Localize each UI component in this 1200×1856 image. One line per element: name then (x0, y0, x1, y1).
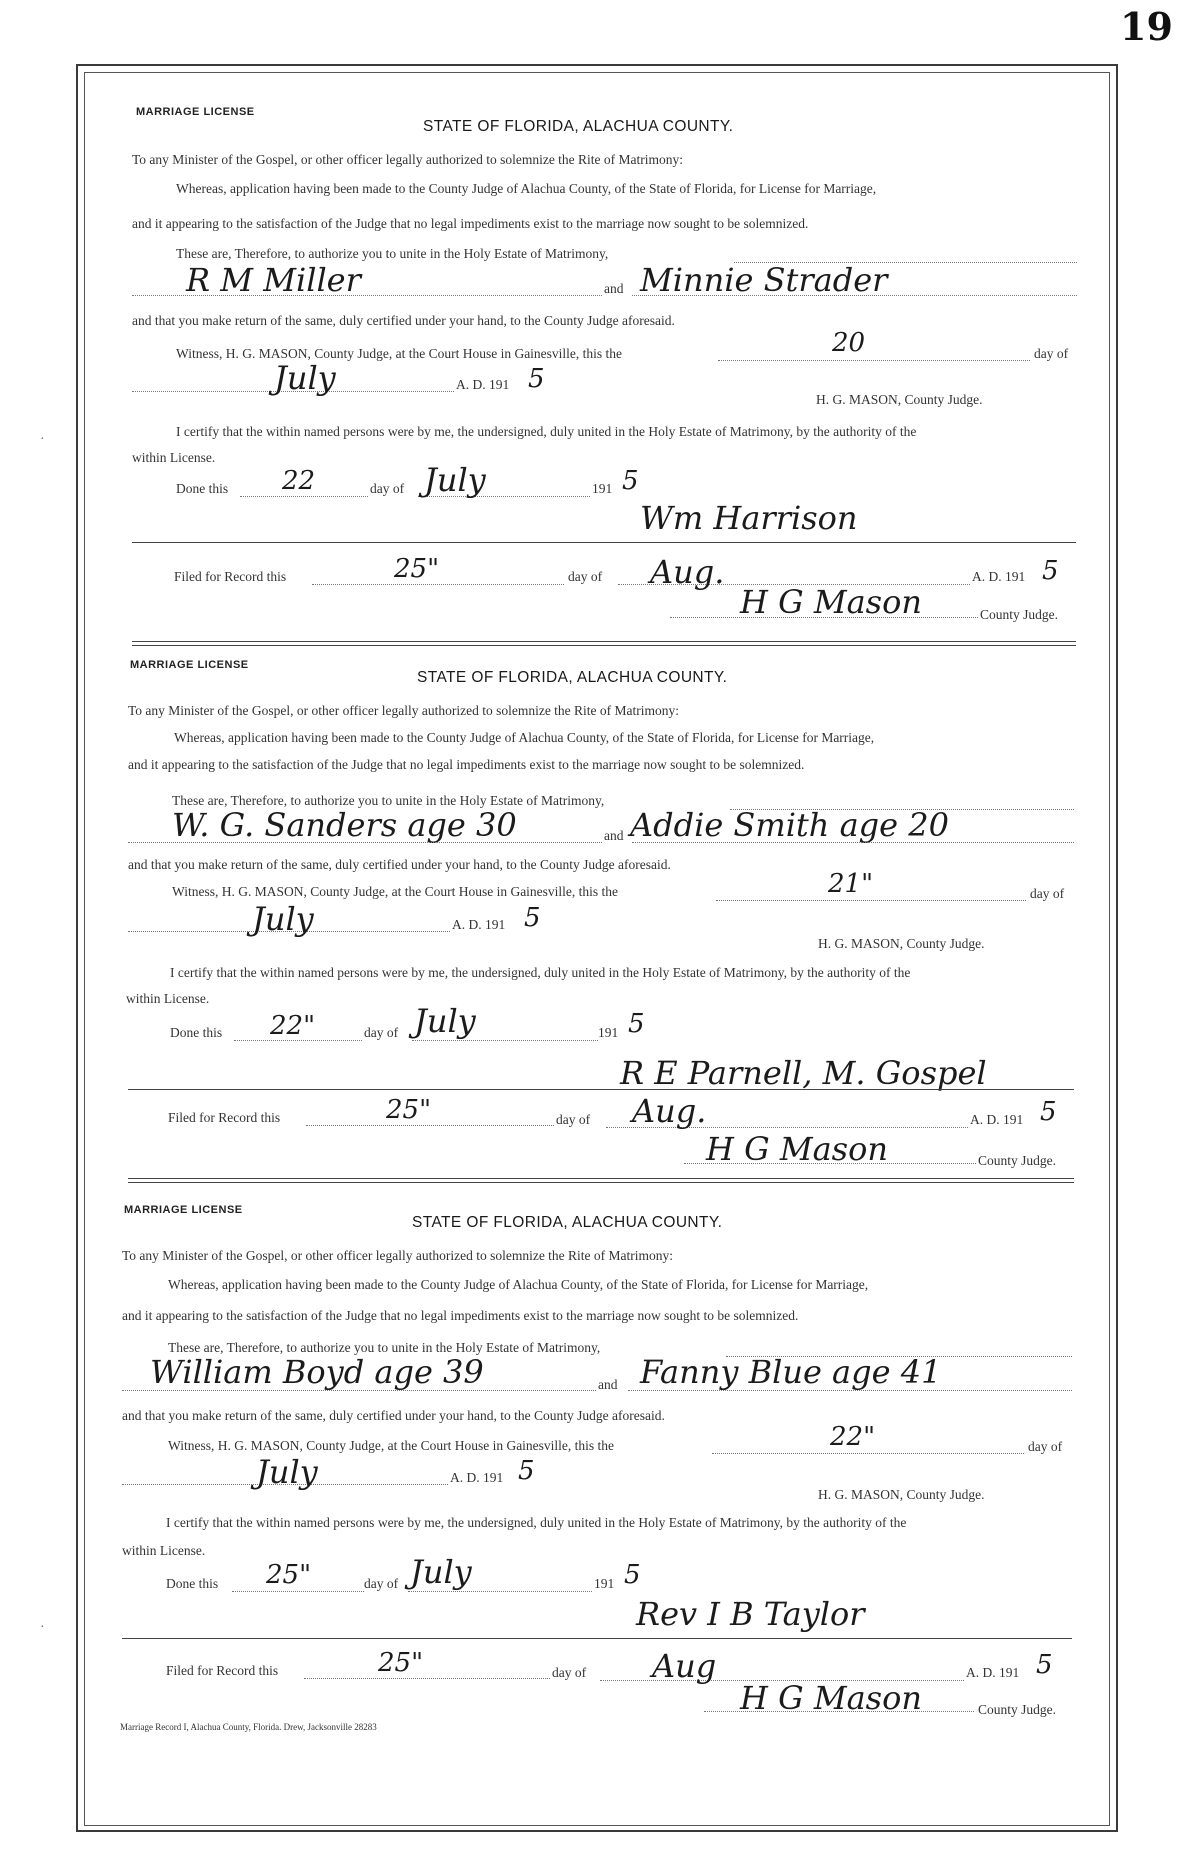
license-3 (0, 1090, 1200, 1717)
filed-for-record-label: Filed for Record this (174, 569, 287, 584)
day-of-label: day of (1030, 886, 1065, 901)
bride-name: Fanny Blue age 41 (640, 1353, 942, 1391)
to-any-minister: To any Minister of the Gospel, or other officer legally authorized to solemnize the Rite of Matrimony: (128, 703, 680, 718)
witness-year-digit: 5 (524, 903, 541, 933)
whereas-line-2: and it appearing to the satisfaction of the Judge that no legal impediments exist to the marriage now sought to be solemnized. (132, 216, 809, 231)
return-line: and that you make return of the same, duly certified under your hand, to the County Judge aforesaid. (122, 1408, 665, 1423)
fill-line (132, 295, 602, 296)
done-month: July (410, 1553, 472, 1591)
filed-judge-signature: H G Mason (740, 583, 922, 621)
filed-year-digit: 5 (1040, 1097, 1057, 1127)
footer-imprint: Marriage Record I, Alachua County, Florida. Drew, Jacksonville 28283 (120, 1722, 377, 1732)
bride-name: Addie Smith age 20 (630, 806, 949, 844)
judge-print-name: H. G. MASON, County Judge. (818, 1487, 985, 1502)
fill-line (718, 360, 1030, 361)
witness-month: July (274, 359, 336, 397)
done-this-label: Done this (166, 1576, 219, 1591)
filed-day-of-label: day of (552, 1665, 587, 1680)
fill-line (122, 1390, 596, 1391)
witness-month: July (252, 900, 314, 938)
fill-line (712, 1453, 1024, 1454)
whereas-line-1: Whereas, application having been made to the County Judge of Alachua County, of the State of Florida, for License for Marriage, (176, 181, 877, 196)
filed-year-digit: 5 (1042, 556, 1059, 586)
license-2 (0, 545, 1200, 1168)
fill-line (408, 1591, 592, 1592)
filed-for-record-label: Filed for Record this (166, 1663, 279, 1678)
witness-line: Witness, H. G. MASON, County Judge, at the Court House in Gainesville, this the (172, 884, 619, 899)
fill-line (412, 1040, 598, 1041)
witness-year-digit: 5 (528, 364, 545, 394)
witness-year-digit: 5 (518, 1456, 535, 1486)
groom-name: W. G. Sanders age 30 (172, 806, 517, 844)
these-are-line: These are, Therefore, to authorize you to unite in the Holy Estate of Matrimony, (172, 793, 605, 808)
and-word: and (598, 1377, 618, 1392)
state-title: STATE OF FLORIDA, ALACHUA COUNTY. (412, 1214, 723, 1231)
filed-day-of-label: day of (556, 1112, 591, 1127)
witness-month: July (256, 1453, 318, 1491)
return-line: and that you make return of the same, duly certified under your hand, to the County Judge aforesaid. (132, 313, 675, 328)
margin-mark: · (40, 1620, 45, 1635)
page-number: 19 (1120, 4, 1173, 49)
filed-ad-label: A. D. 191 (966, 1665, 1020, 1680)
done-year-digit: 5 (624, 1560, 641, 1590)
whereas-line-2: and it appearing to the satisfaction of the Judge that no legal impediments exist to the marriage now sought to be solemnized. (128, 757, 805, 772)
license-label: MARRIAGE LICENSE (136, 106, 255, 118)
certify-line-2: within License. (132, 450, 216, 465)
filed-judge-signature: H G Mason (740, 1679, 922, 1717)
done-day: 25" (266, 1560, 312, 1590)
groom-name: William Boyd age 39 (150, 1353, 484, 1391)
certify-line-2: within License. (122, 1543, 206, 1558)
filed-day: 25" (394, 554, 440, 584)
ad-label: A. D. 191 (452, 917, 506, 932)
done-day: 22" (270, 1011, 316, 1041)
done-day-of-label: day of (364, 1025, 399, 1040)
done-year-prefix: 191 (594, 1576, 615, 1591)
whereas-line-1: Whereas, application having been made to the County Judge of Alachua County, of the State of Florida, for License for Marriage, (168, 1277, 869, 1292)
bride-name: Minnie Strader (640, 261, 888, 299)
certify-line-1: I certify that the within named persons were by me, the undersigned, duly united in the Holy Estate of Matrimony, by the authority of the (176, 424, 917, 439)
filed-day: 25" (386, 1095, 432, 1125)
license-label: MARRIAGE LICENSE (124, 1204, 243, 1216)
license-label: MARRIAGE LICENSE (130, 659, 249, 671)
fill-line (128, 842, 602, 843)
whereas-line-2: and it appearing to the satisfaction of the Judge that no legal impediments exist to the marriage now sought to be solemnized. (122, 1308, 799, 1323)
margin-mark: · (40, 432, 45, 447)
county-judge-label: County Judge. (978, 1153, 1057, 1168)
judge-print-name: H. G. MASON, County Judge. (818, 936, 985, 951)
filed-for-record-label: Filed for Record this (168, 1110, 281, 1125)
section-rule (122, 1638, 1072, 1639)
filed-year-digit: 5 (1036, 1650, 1053, 1680)
done-year-prefix: 191 (592, 481, 613, 496)
witness-day: 20 (832, 328, 866, 358)
certify-line-1: I certify that the within named persons were by me, the undersigned, duly united in the Holy Estate of Matrimony, by the authority of the (170, 965, 911, 980)
done-year-digit: 5 (628, 1009, 645, 1039)
filed-day-of-label: day of (568, 569, 603, 584)
license-1 (0, 0, 1200, 622)
filed-month: Aug. (632, 1092, 707, 1130)
fill-line (240, 496, 368, 497)
and-word: and (604, 828, 624, 843)
fill-line (232, 1591, 364, 1592)
fill-line (632, 842, 1074, 843)
done-day: 22 (282, 466, 316, 496)
to-any-minister: To any Minister of the Gospel, or other officer legally authorized to solemnize the Rite of Matrimony: (132, 152, 684, 167)
county-judge-label: County Judge. (978, 1702, 1057, 1717)
witness-day: 21" (828, 869, 874, 899)
done-this-label: Done this (170, 1025, 223, 1040)
ad-label: A. D. 191 (450, 1470, 504, 1485)
judge-print-name: H. G. MASON, County Judge. (816, 392, 983, 407)
done-month: July (414, 1002, 476, 1040)
done-day-of-label: day of (364, 1576, 399, 1591)
done-year-prefix: 191 (598, 1025, 619, 1040)
state-title: STATE OF FLORIDA, ALACHUA COUNTY. (423, 118, 734, 135)
officiant-signature: R E Parnell, M. Gospel (620, 1054, 987, 1092)
filed-month: Aug (652, 1647, 717, 1685)
witness-line: Witness, H. G. MASON, County Judge, at the Court House in Gainesville, this the (176, 346, 623, 361)
done-day-of-label: day of (370, 481, 405, 496)
these-are-line: These are, Therefore, to authorize you to unite in the Holy Estate of Matrimony, (168, 1340, 601, 1355)
filed-judge-signature: H G Mason (706, 1130, 888, 1168)
day-of-label: day of (1028, 1439, 1063, 1454)
and-word: and (604, 281, 624, 296)
section-rule (132, 542, 1076, 543)
done-this-label: Done this (176, 481, 229, 496)
done-year-digit: 5 (622, 466, 639, 496)
certify-line-2: within License. (126, 991, 210, 1006)
whereas-line-1: Whereas, application having been made to the County Judge of Alachua County, of the State of Florida, for License for Marriage, (174, 730, 875, 745)
witness-day: 22" (830, 1422, 876, 1452)
filed-ad-label: A. D. 191 (972, 569, 1026, 584)
witness-line: Witness, H. G. MASON, County Judge, at the Court House in Gainesville, this the (168, 1438, 615, 1453)
return-line: and that you make return of the same, duly certified under your hand, to the County Judge aforesaid. (128, 857, 671, 872)
officiant-signature: Wm Harrison (640, 499, 858, 537)
day-of-label: day of (1034, 346, 1069, 361)
fill-line (628, 1390, 1072, 1391)
ad-label: A. D. 191 (456, 377, 510, 392)
filed-month: Aug. (650, 553, 725, 591)
fill-line (632, 295, 1077, 296)
officiant-signature: Rev I B Taylor (636, 1595, 865, 1633)
done-month: July (424, 461, 486, 499)
groom-name: R M Miller (186, 261, 361, 299)
fill-line (716, 900, 1026, 901)
filed-ad-label: A. D. 191 (970, 1112, 1024, 1127)
to-any-minister: To any Minister of the Gospel, or other officer legally authorized to solemnize the Rite of Matrimony: (122, 1248, 674, 1263)
state-title: STATE OF FLORIDA, ALACHUA COUNTY. (417, 669, 728, 686)
county-judge-label: County Judge. (980, 607, 1059, 622)
fill-line (304, 1678, 550, 1679)
these-are-line: These are, Therefore, to authorize you to unite in the Holy Estate of Matrimony, (176, 246, 609, 261)
filed-day: 25" (378, 1648, 424, 1678)
certify-line-1: I certify that the within named persons were by me, the undersigned, duly united in the Holy Estate of Matrimony, by the authority of the (166, 1515, 907, 1530)
